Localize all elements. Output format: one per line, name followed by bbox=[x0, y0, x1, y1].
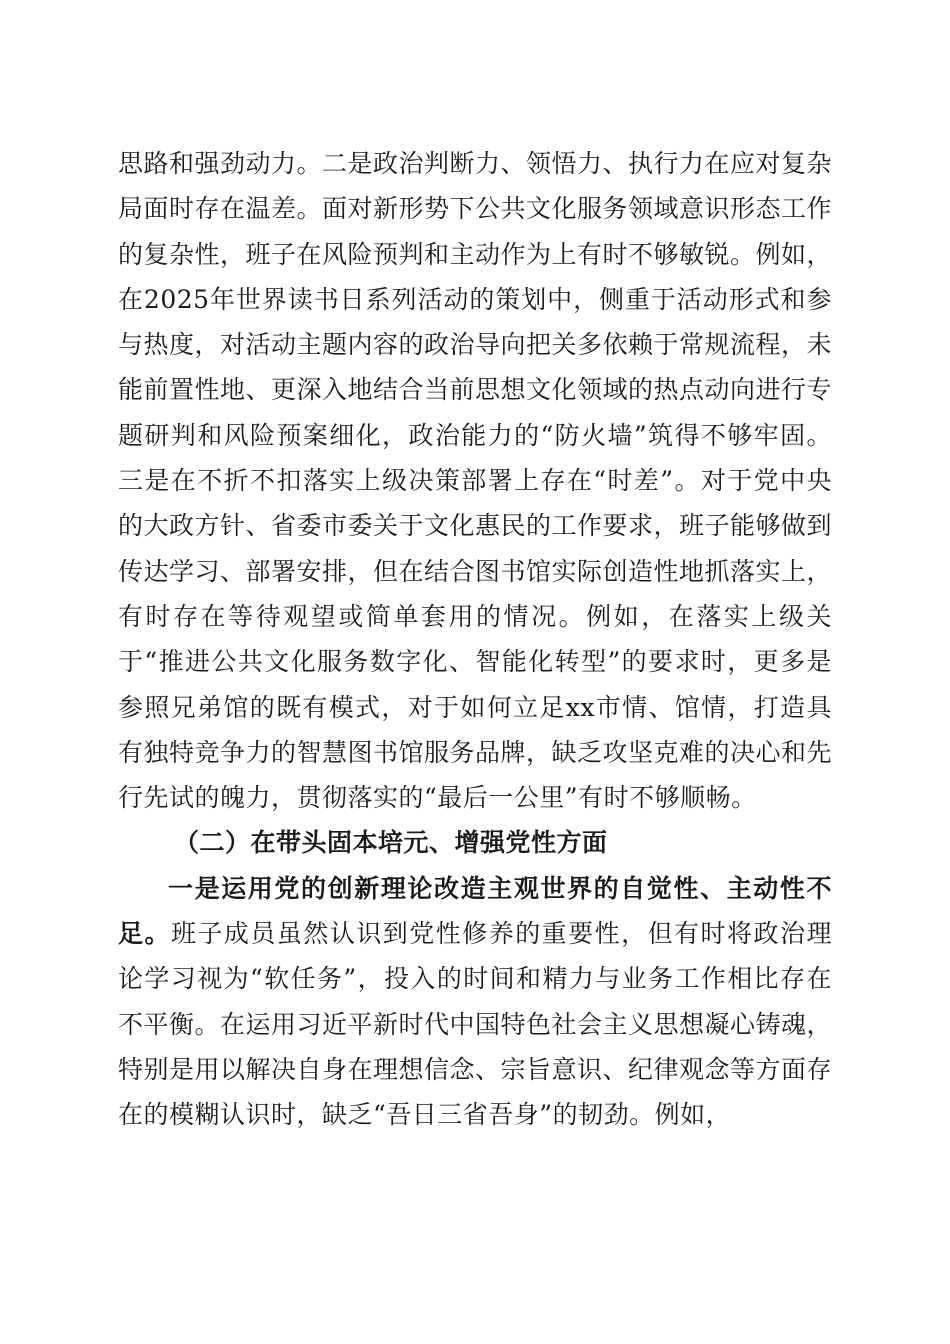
paragraph-2 bbox=[118, 866, 832, 1138]
paragraph-1: 思路和强劲动力。二是政治判断力、领悟力、执行力在应对复杂局面时存在温差。面对新形势下公共文化服务领域意识形态工作的复杂性，班子在风险预判和主动作为上有时不够敏锐。例如，在2025年世界读书日系列活动的策划中，侧重于活动形式和参与热度，对活动主题内容的政治导向把关多依赖于常规流程，未能前置性地、更深入地结合当前思想文化领域的热点动向进行专题研判和风险预案细化，政治能力的“防火墙”筑得不够牢固。三是在不折不扣落实上级决策部署上存在“时差”。对于党中央的大政方针、省委市委关于文化惠民的工作要求，班子能够做到传达学习、部署安排，但在结合图书馆实际创造性地抓落实上，有时存在等待观望或简单套用的情况。例如，在落实上级关于“推进公共文化服务数字化、智能化转型”的要求时，更多是参照兄弟馆的既有模式，对于如何立足xx市情、馆情，打造具有独特竞争力的智慧图书馆服务品牌，缺乏攻坚克难的决心和先行先试的魄力，贯彻落实的“最后一公里”有时不够顺畅。 bbox=[118, 149, 833, 813]
document-body bbox=[118, 141, 832, 1138]
paragraph-2-lead: 一是运用党的创新理论改造主观世界的自觉性、主动性不足。 bbox=[118, 873, 832, 949]
paragraph-2-body: 班子成员虽然认识到党性修养的重要性，但有时将政治理论学习视为“软任务”，投入的时间和精力与业务工作相比存在不平衡。在运用习近平新时代中国特色社会主义思想凝心铸魂，特别是用以解决自身在理想信念、宗旨意识、纪律观念等方面存在的模糊认识时，缺乏“吾日三省吾身”的韧劲。例如， bbox=[118, 919, 833, 1130]
section-heading: （二）在带头固本培元、增强党性方面 bbox=[174, 828, 608, 858]
